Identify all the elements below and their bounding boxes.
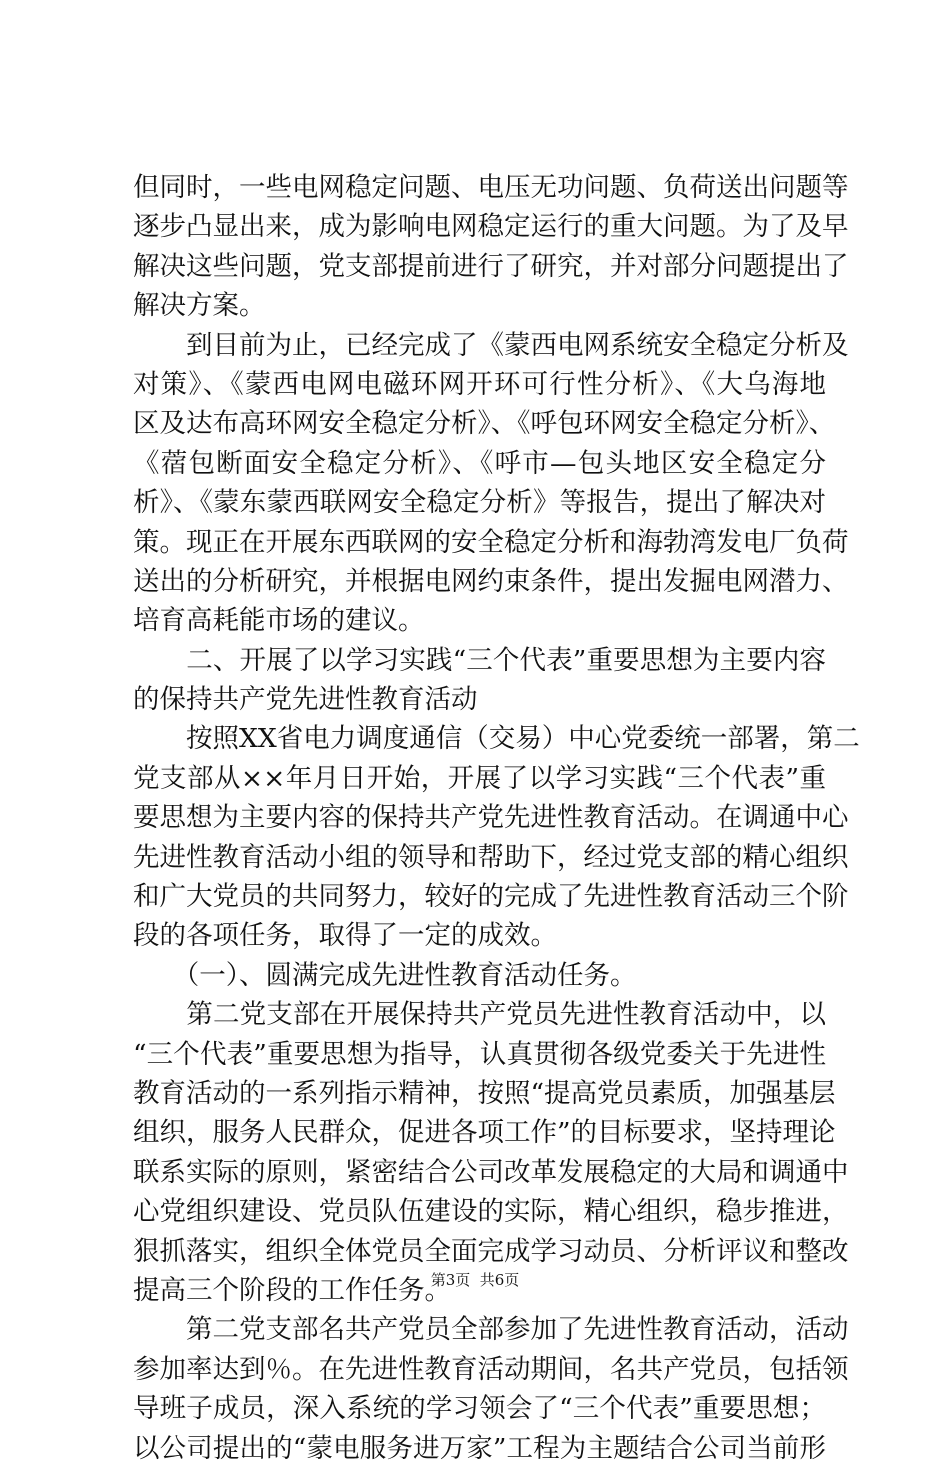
text-line: 二、开展了以学习实践“三个代表”重要思想为主要内容 <box>133 644 826 676</box>
page-footer: 第3页 共6页 <box>430 1271 520 1289</box>
text-line: 以公司提出的“蒙电服务进万家”工程为主题结合公司当前形 <box>133 1432 826 1464</box>
text-line: 按照XX省电力调度通信（交易）中心党委统一部署，第二 <box>133 723 860 755</box>
text-line: 导班子成员，深入系统的学习领会了“三个代表”重要思想； <box>133 1393 826 1425</box>
text-line: 组织，服务人民群众，促进各项工作”的目标要求，坚持理论 <box>133 1117 836 1149</box>
text-line: 联系实际的原则，紧密结合公司改革发展稳定的大局和调通中 <box>133 1156 849 1188</box>
text-line: 《蓿包断面安全稳定分析》、《呼市—包头地区安全稳定分 <box>133 447 826 479</box>
text-line: 对策》、《蒙西电网电磁环网开环可行性分析》、《大乌海地 <box>133 368 826 400</box>
text-line: 逐步凸显出来，成为影响电网稳定运行的重大问题。为了及早 <box>133 211 849 243</box>
text-line: （一）、圆满完成先进性教育活动任务。 <box>133 959 637 991</box>
text-line: 党支部从××年月日开始，开展了以学习实践“三个代表”重 <box>133 762 826 794</box>
text-line: 心党组织建设、党员队伍建设的实际，精心组织，稳步推进， <box>133 1196 849 1228</box>
text-line: 参加率达到％。在先进性教育活动期间，名共产党员，包括领 <box>133 1353 849 1385</box>
text-line: “三个代表”重要思想为指导，认真贯彻各级党委关于先进性 <box>133 1038 826 1070</box>
text-line: 和广大党员的共同努力，较好的完成了先进性教育活动三个阶 <box>133 881 849 913</box>
text-line: 教育活动的一系列指示精神，按照“提高党员素质，加强基层 <box>133 1077 836 1109</box>
text-line: 培育高耗能市场的建议。 <box>133 605 425 637</box>
text-line: 但同时，一些电网稳定问题、电压无功问题、负荷送出问题等 <box>133 172 849 203</box>
text-line: 的保持共产党先进性教育活动 <box>133 684 478 716</box>
text-line: 先进性教育活动小组的领导和帮助下，经过党支部的精心组织 <box>133 841 849 873</box>
text-line: 策。现正在开展东西联网的安全稳定分析和海勃湾发电厂负荷 <box>133 526 849 558</box>
text-line: 送出的分析研究，并根据电网约束条件，提出发掘电网潜力、 <box>133 565 849 597</box>
text-line: 段的各项任务，取得了一定的成效。 <box>133 920 557 952</box>
text-line: 析》、《蒙东蒙西联网安全稳定分析》等报告，提出了解决对 <box>133 487 826 519</box>
text-line: 解决方案。 <box>133 290 266 322</box>
text-line: 到目前为止，已经完成了《蒙西电网系统安全稳定分析及 <box>133 329 849 361</box>
text-line: 区及达布高环网安全稳定分析》、《呼包环网安全稳定分析》、 <box>133 408 836 440</box>
text-line: 第二党支部在开展保持共产党员先进性教育活动中，以 <box>133 999 826 1031</box>
text-line: 要思想为主要内容的保持共产党先进性教育活动。在调通中心 <box>133 802 849 834</box>
text-line: 提高三个阶段的工作任务。 <box>133 1274 451 1306</box>
text-line: 狠抓落实，组织全体党员全面完成学习动员、分析评议和整改 <box>133 1235 849 1267</box>
text-line: 解决这些问题，党支部提前进行了研究，并对部分问题提出了 <box>133 250 849 282</box>
text-line: 第二党支部名共产党员全部参加了先进性教育活动，活动 <box>133 1314 849 1346</box>
